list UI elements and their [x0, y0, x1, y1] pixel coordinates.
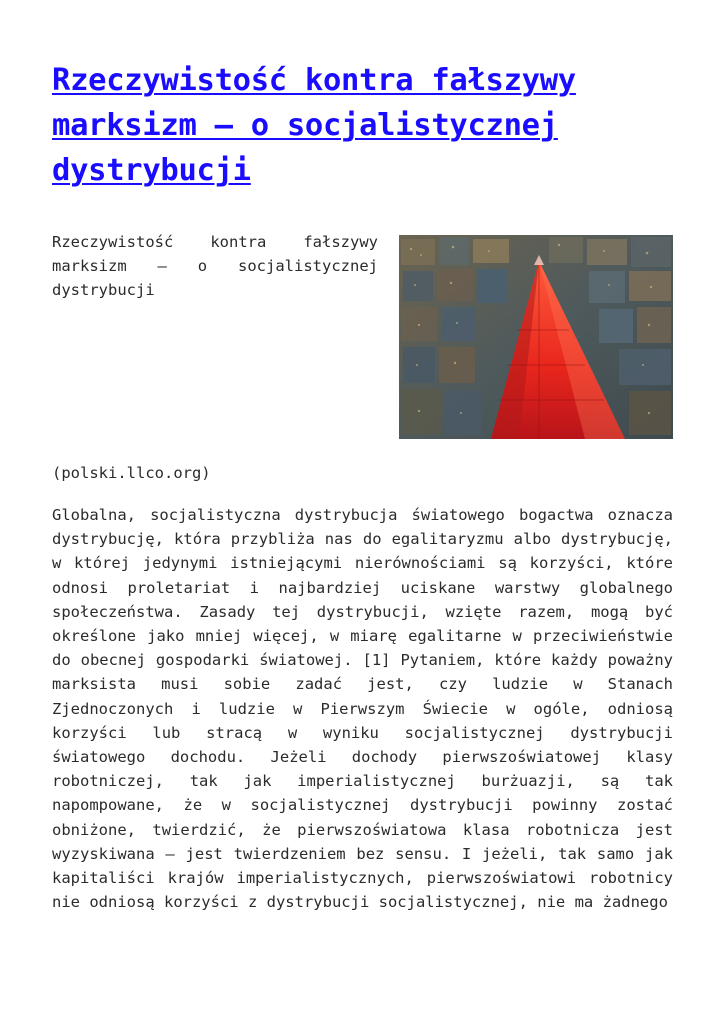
article-intro — [52, 230, 673, 436]
source-note: (polski.llco.org) — [52, 464, 211, 482]
article-title-link[interactable]: Rzeczywistość kontra fałszywy marksizm – o socjalistycznej dystrybucji — [52, 63, 576, 188]
article-body: Globalna, socjalistyczna dystrybucja światowego bogactwa oznacza dystrybucję, która przybliża nas do egalitaryzmu albo dystrybucję, w której jedynymi istniejącymi nierównościami są korzyści, które odnosi proletariat i najbardziej uciskane warstwy globalnego społeczeństwa. Zasady tej dystrybucji, wzięte razem, mogą być określone jako mniej więcej, w miarę egalitarne w przeciwieństwie do obecnej gospodarki światowej. [1] Pytaniem, które każdy poważny marksista musi sobie zadać jest, czy ludzie w Stanach Zjednoczonych i ludzie w Pierwszym Świecie w ogóle, odniosą korzyści lub stracą w wyniku socjalistycznej dystrybucji światowego dochodu. Jeżeli dochody pierwszoświatowej klasy robotniczej, tak jak imperialistycznej burżuazji, są tak napompowane, że w socjalistycznej dystrybucji powinny zostać obniżone, twierdzić, że pierwszoświatowa klasa robotnicza jest wyzyskiwana – jest twierdzeniem bez sensu. I jeżeli, tak samo jak kapitaliści krajów imperialistycznych, pierwszoświatowi robotnicy nie odniosą korzyści z dystrybucji socjalistycznej, nie ma żadnego — [52, 506, 673, 912]
article-painting-image — [399, 235, 673, 439]
article-page — [52, 58, 673, 912]
article-title — [52, 58, 673, 193]
intro-text: Rzeczywistość kontra fałszywy marksizm – o socjalistycznej dystrybucji — [52, 233, 378, 299]
